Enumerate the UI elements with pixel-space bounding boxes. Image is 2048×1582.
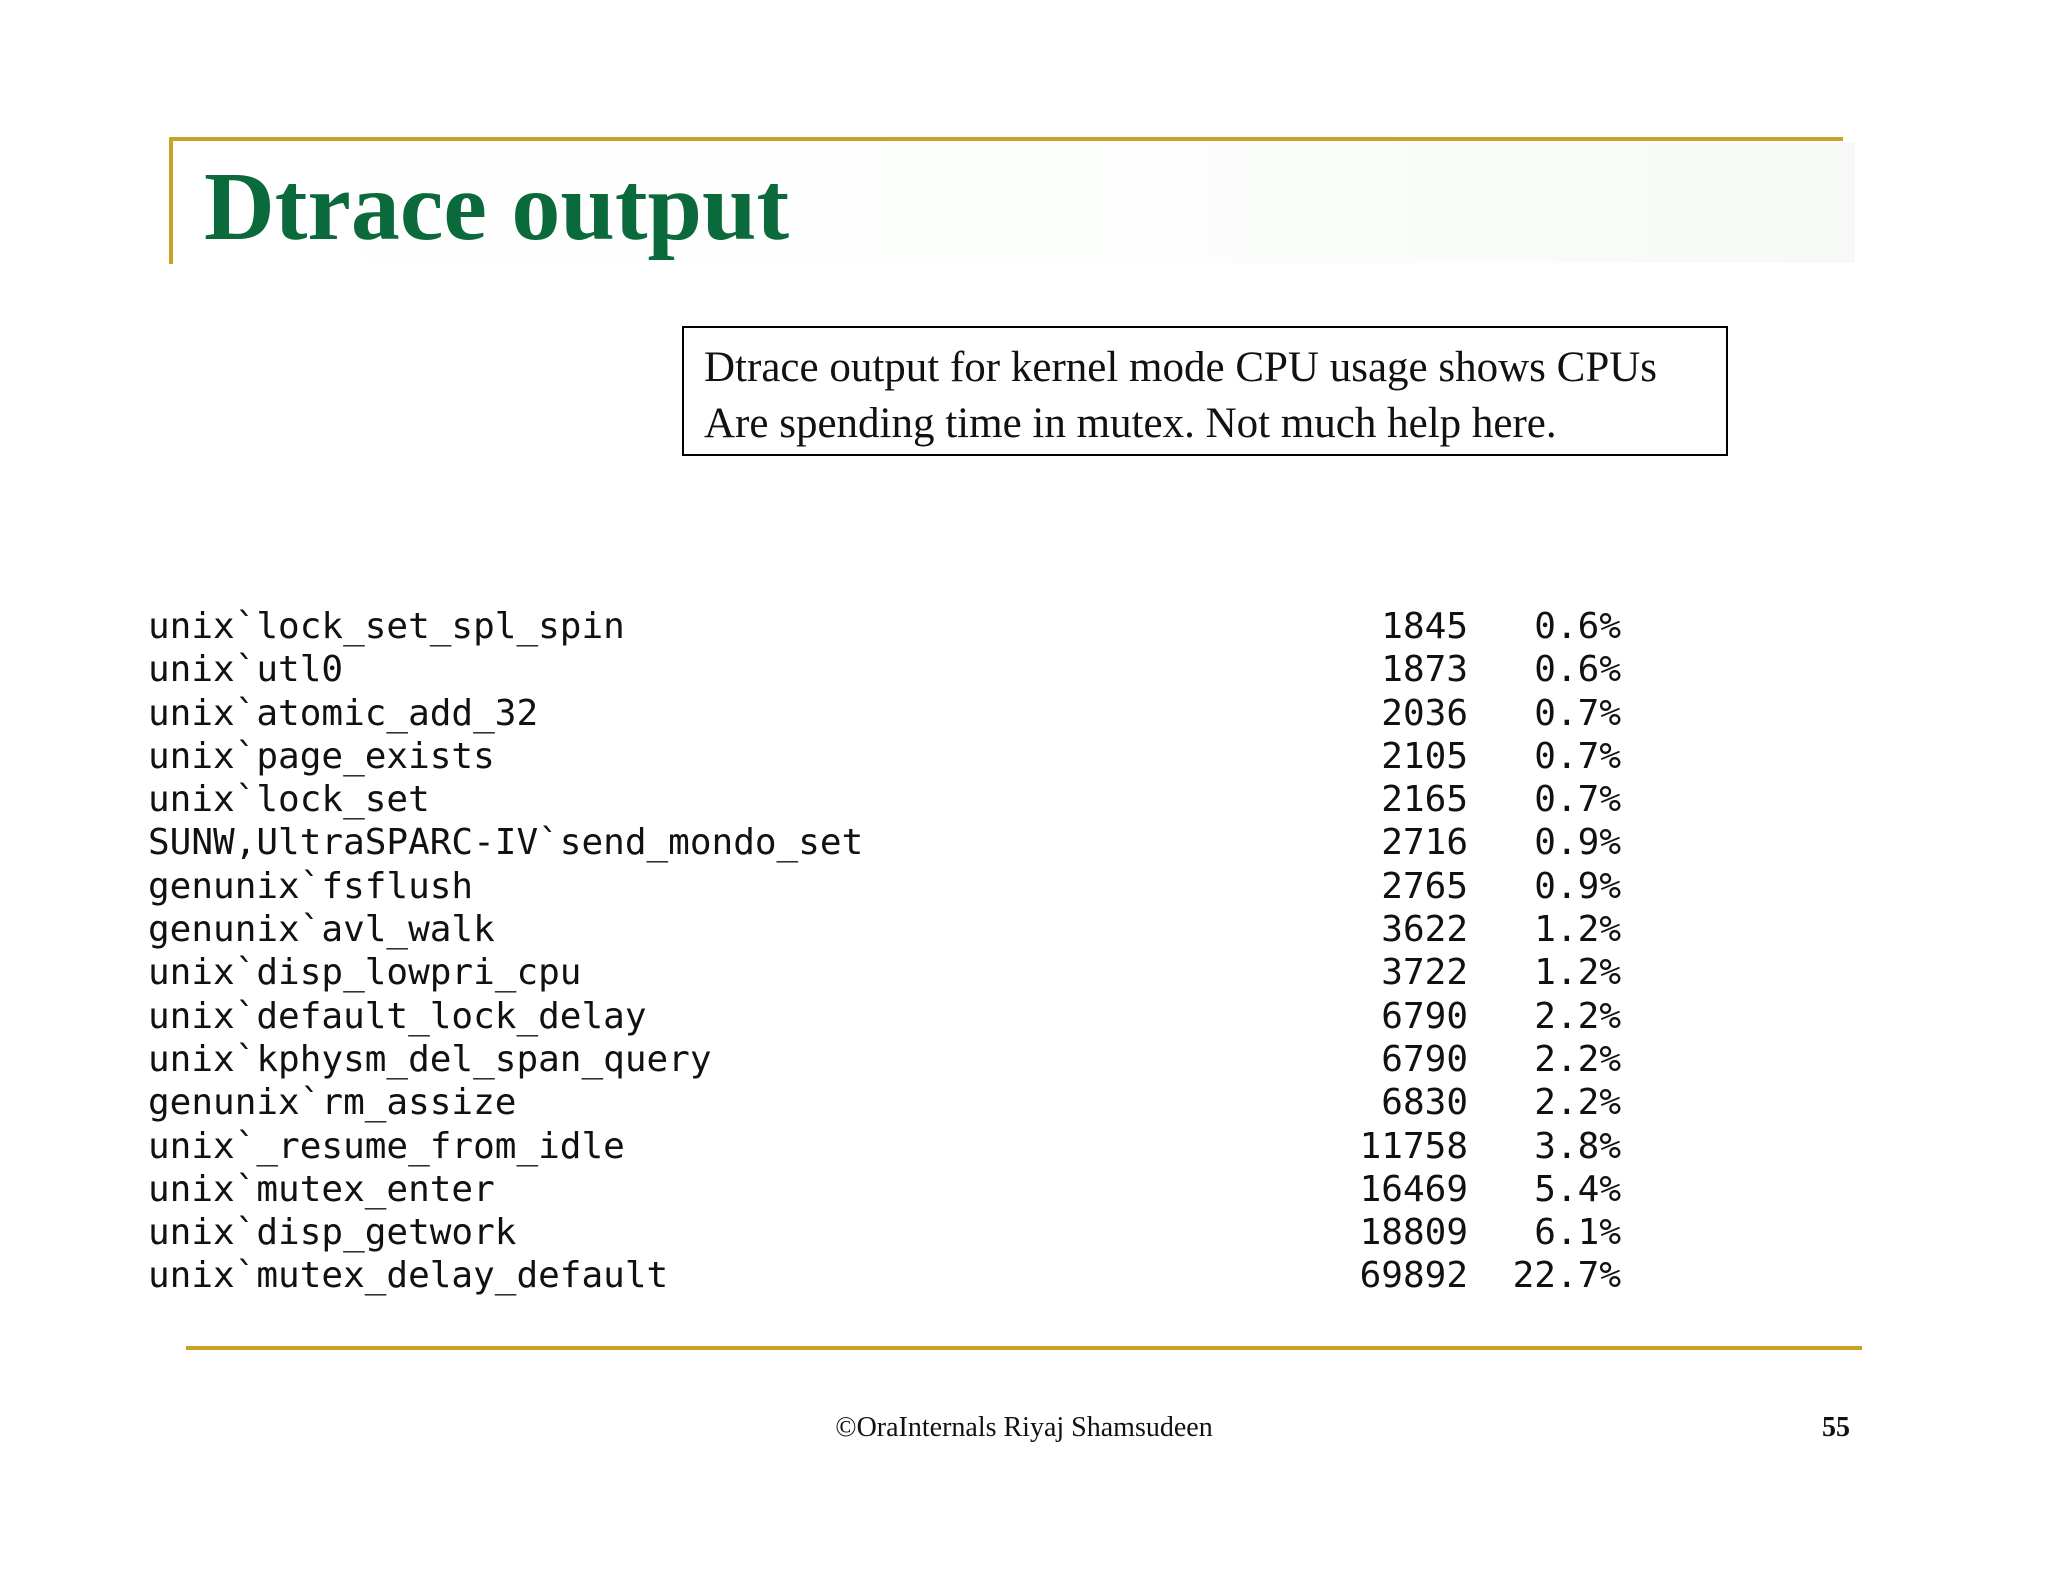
function-name: genunix`fsflush xyxy=(148,865,474,907)
function-name: unix`default_lock_delay xyxy=(148,995,647,1037)
function-name: genunix`rm_assize xyxy=(148,1082,517,1124)
page-number: 55 xyxy=(1822,1412,1850,1443)
dtrace-output-table xyxy=(148,605,1648,1298)
cpu-percent: 22.7% xyxy=(1512,1255,1621,1297)
cpu-percent: 2.2% xyxy=(1534,1038,1621,1080)
cpu-percent: 0.9% xyxy=(1534,822,1621,864)
table-row xyxy=(148,778,1648,821)
sample-count: 2165 xyxy=(1381,779,1468,821)
cpu-percent: 1.2% xyxy=(1534,952,1621,994)
cpu-percent: 6.1% xyxy=(1534,1212,1621,1254)
table-row xyxy=(148,995,1648,1038)
callout-line-2: Are spending time in mutex. Not much help here. xyxy=(704,400,1557,447)
function-name: unix`atomic_add_32 xyxy=(148,692,539,734)
cpu-percent: 3.8% xyxy=(1534,1125,1621,1167)
cpu-percent: 2.2% xyxy=(1534,1082,1621,1124)
function-name: unix`disp_lowpri_cpu xyxy=(148,952,582,994)
function-name: unix`mutex_delay_default xyxy=(148,1255,669,1297)
sample-count: 3722 xyxy=(1381,952,1468,994)
function-name: SUNW,UltraSPARC-IV`send_mondo_set xyxy=(148,822,864,864)
cpu-percent: 0.7% xyxy=(1534,779,1621,821)
table-row xyxy=(148,1038,1648,1081)
function-name: unix`kphysm_del_span_query xyxy=(148,1038,712,1080)
table-row xyxy=(148,908,1648,951)
table-row xyxy=(148,648,1648,691)
cpu-percent: 2.2% xyxy=(1534,995,1621,1037)
cpu-percent: 0.9% xyxy=(1534,865,1621,907)
callout-box xyxy=(682,326,1728,456)
sample-count: 2036 xyxy=(1381,692,1468,734)
table-row xyxy=(148,692,1648,735)
sample-count: 18809 xyxy=(1359,1212,1468,1254)
table-row xyxy=(148,605,1648,648)
footer-credit: ©OraInternals Riyaj Shamsudeen xyxy=(835,1412,1213,1443)
footer-rule xyxy=(186,1346,1862,1350)
table-row xyxy=(148,1168,1648,1211)
sample-count: 69892 xyxy=(1359,1255,1468,1297)
callout-line-1: Dtrace output for kernel mode CPU usage shows CPUs xyxy=(704,344,1658,391)
sample-count: 1873 xyxy=(1381,649,1468,691)
function-name: unix`lock_set xyxy=(148,779,430,821)
cpu-percent: 1.2% xyxy=(1534,909,1621,951)
table-row xyxy=(148,735,1648,778)
function-name: unix`mutex_enter xyxy=(148,1168,495,1210)
sample-count: 16469 xyxy=(1359,1168,1468,1210)
function-name: unix`utl0 xyxy=(148,649,344,691)
table-row xyxy=(148,1081,1648,1124)
sample-count: 2105 xyxy=(1381,735,1468,777)
function-name: unix`_resume_from_idle xyxy=(148,1125,625,1167)
sample-count: 1845 xyxy=(1381,606,1468,647)
table-row xyxy=(148,865,1648,908)
sample-count: 11758 xyxy=(1359,1125,1468,1167)
title-left-bar xyxy=(169,137,173,264)
sample-count: 6790 xyxy=(1381,995,1468,1037)
table-row xyxy=(148,951,1648,994)
cpu-percent: 0.6% xyxy=(1534,606,1621,647)
function-name: unix`disp_getwork xyxy=(148,1212,517,1254)
table-row xyxy=(148,1211,1648,1254)
sample-count: 6790 xyxy=(1381,1038,1468,1080)
sample-count: 6830 xyxy=(1381,1082,1468,1124)
sample-count: 3622 xyxy=(1381,909,1468,951)
table-row xyxy=(148,1254,1648,1297)
function-name: unix`page_exists xyxy=(148,735,495,777)
sample-count: 2765 xyxy=(1381,865,1468,907)
cpu-percent: 0.6% xyxy=(1534,649,1621,691)
table-row xyxy=(148,821,1648,864)
cpu-percent: 5.4% xyxy=(1534,1168,1621,1210)
cpu-percent: 0.7% xyxy=(1534,692,1621,734)
slide-title: Dtrace output xyxy=(204,153,790,261)
function-name: genunix`avl_walk xyxy=(148,909,495,951)
table-row xyxy=(148,1125,1648,1168)
sample-count: 2716 xyxy=(1381,822,1468,864)
function-name: unix`lock_set_spl_spin xyxy=(148,606,625,647)
title-top-rule xyxy=(169,137,1843,141)
cpu-percent: 0.7% xyxy=(1534,735,1621,777)
